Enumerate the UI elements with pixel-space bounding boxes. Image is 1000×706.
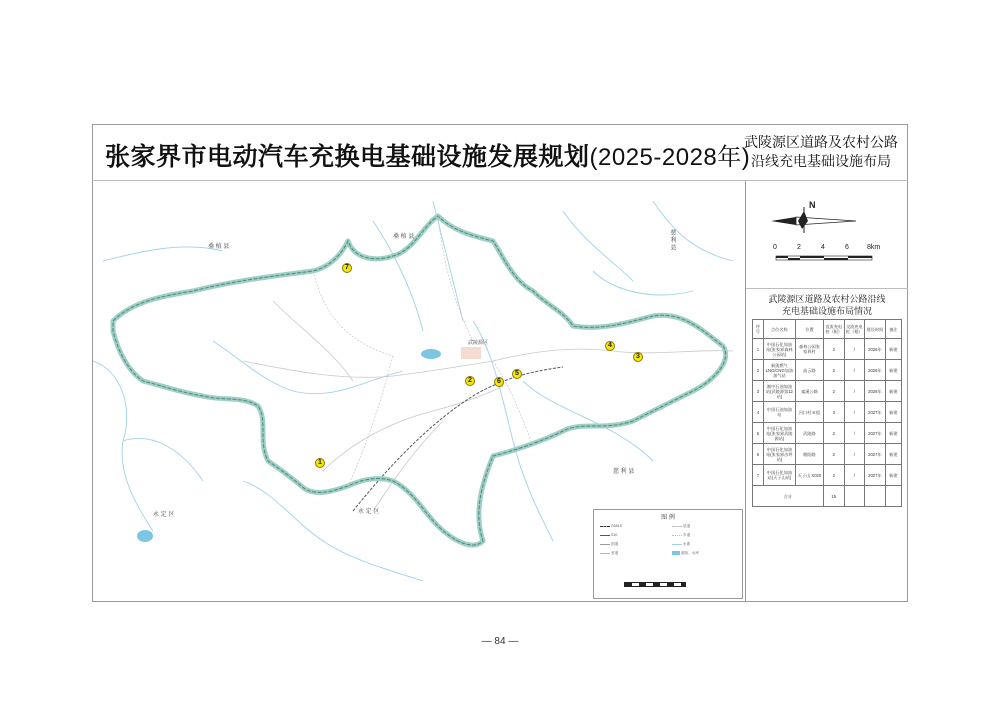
col-header: 序号: [753, 320, 764, 339]
county-label-yongding-west: 永 定 区: [153, 512, 175, 518]
county-label-cili-south: 慈 利 县: [613, 469, 635, 475]
table-row: 4 中国石油加油站 河口村 8 组 3 / 2027年 新建: [753, 402, 902, 423]
table-row: 5 中国石化加油站(张家界武陵源站) 武陵路 2 / 2027年 新建: [753, 423, 902, 444]
legend-title: 图 例: [661, 515, 675, 521]
scale-tick: 4: [821, 244, 825, 251]
main-title-text: 张家界市电动汽车充换电基础设施发展规划: [105, 143, 590, 171]
table-row: 6 中国石化加油站(张家界沙坪站) 朝阳路 2 / 2027年 新建: [753, 444, 902, 465]
county-label-sangzhi-west: 桑 植 县: [208, 244, 230, 250]
sites-table: [752, 319, 902, 507]
map-sheet-frame: [92, 124, 908, 602]
sub-title: [741, 133, 901, 171]
station-marker-5[interactable]: 5: [512, 369, 522, 379]
county-label-cili-north: 慈 利 县: [669, 229, 675, 251]
station-marker-1[interactable]: 1: [315, 458, 325, 468]
station-marker-3[interactable]: 3: [633, 352, 643, 362]
district-map: [93, 181, 745, 602]
map-legend: [593, 509, 743, 599]
total-label: 合计: [753, 486, 824, 507]
table-total-row: [753, 486, 902, 507]
station-marker-7[interactable]: 7: [342, 263, 352, 273]
urban-area: [461, 347, 481, 359]
north-label: N: [809, 200, 816, 210]
legend-item: 水系: [672, 542, 738, 551]
table-row: 1 中国石化加油站(张家界森林公园站) 森林公园张家界村 2 / 2026年 新建: [753, 339, 902, 360]
legend-item: G5515: [600, 524, 664, 533]
legend-scale-bar: [624, 582, 686, 587]
district-boundary-dash: [113, 216, 726, 545]
table-row: 2 新奥燃气LNG/CNG加油加气站 高云路 2 / 2026年 新建: [753, 360, 902, 381]
table-title: [746, 293, 908, 317]
col-header: 点位名称: [763, 320, 795, 339]
col-header: 位置: [796, 320, 824, 339]
legend-item: S10: [600, 533, 664, 542]
col-header: 交流充电桩（根）: [844, 320, 865, 339]
sub-title-line2: 沿线充电基础设施布局: [751, 153, 891, 169]
district-label-wulingyuan: 武陵源区: [468, 340, 489, 346]
col-header: 直流充电桩（根）: [823, 320, 844, 339]
legend-item: 湖泊、水库: [672, 551, 738, 560]
col-header: 备注: [885, 320, 901, 339]
scale-tick: 6: [845, 244, 849, 251]
legend-item: 国道: [600, 542, 664, 551]
total-value: 15: [823, 486, 844, 507]
sub-title-line1: 武陵源区道路及农村公路: [744, 134, 898, 150]
lake-shape: [421, 349, 441, 359]
scale-tick: 2: [797, 244, 801, 251]
title-bar: [93, 125, 907, 181]
title-years: (2025-2028年): [589, 144, 751, 171]
table-title-line2: 充电基础设施布局情况: [781, 306, 872, 316]
station-marker-4[interactable]: 4: [605, 341, 615, 351]
legend-col-right: [672, 524, 738, 560]
station-marker-2[interactable]: 2: [465, 376, 475, 386]
page-title: [105, 137, 750, 173]
legend-item: 县道: [672, 524, 738, 533]
table-row: 7 中国石化加油站(天子山站) 天子山 X020 2 / 2027年 新建: [753, 465, 902, 486]
district-boundary: [113, 216, 726, 545]
scale-tick: 0: [773, 244, 777, 251]
page-number: — 84 —: [481, 636, 519, 647]
county-label-sangzhi-east: 桑 植 县: [393, 234, 415, 240]
table-row: 3 湘中石油加油站(武陵源第12站) 索溪公路 2 / 2026年 新建: [753, 381, 902, 402]
legend-item: 乡道: [672, 533, 738, 542]
reservoir-shape: [137, 530, 153, 542]
scale-tick: 8km: [867, 244, 881, 251]
table-header-row: [753, 320, 902, 339]
county-label-yongding-east: 永 定 区: [358, 509, 380, 515]
north-arrow-icon: [746, 181, 909, 289]
side-panel: [745, 181, 908, 602]
legend-item: 省道: [600, 551, 664, 560]
north-scale-box: [746, 181, 908, 289]
station-marker-6[interactable]: 6: [494, 377, 504, 387]
table-title-line1: 武陵源区道路及农村公路沿线: [768, 294, 886, 304]
legend-col-left: [600, 524, 664, 560]
col-header: 建设时间: [865, 320, 885, 339]
